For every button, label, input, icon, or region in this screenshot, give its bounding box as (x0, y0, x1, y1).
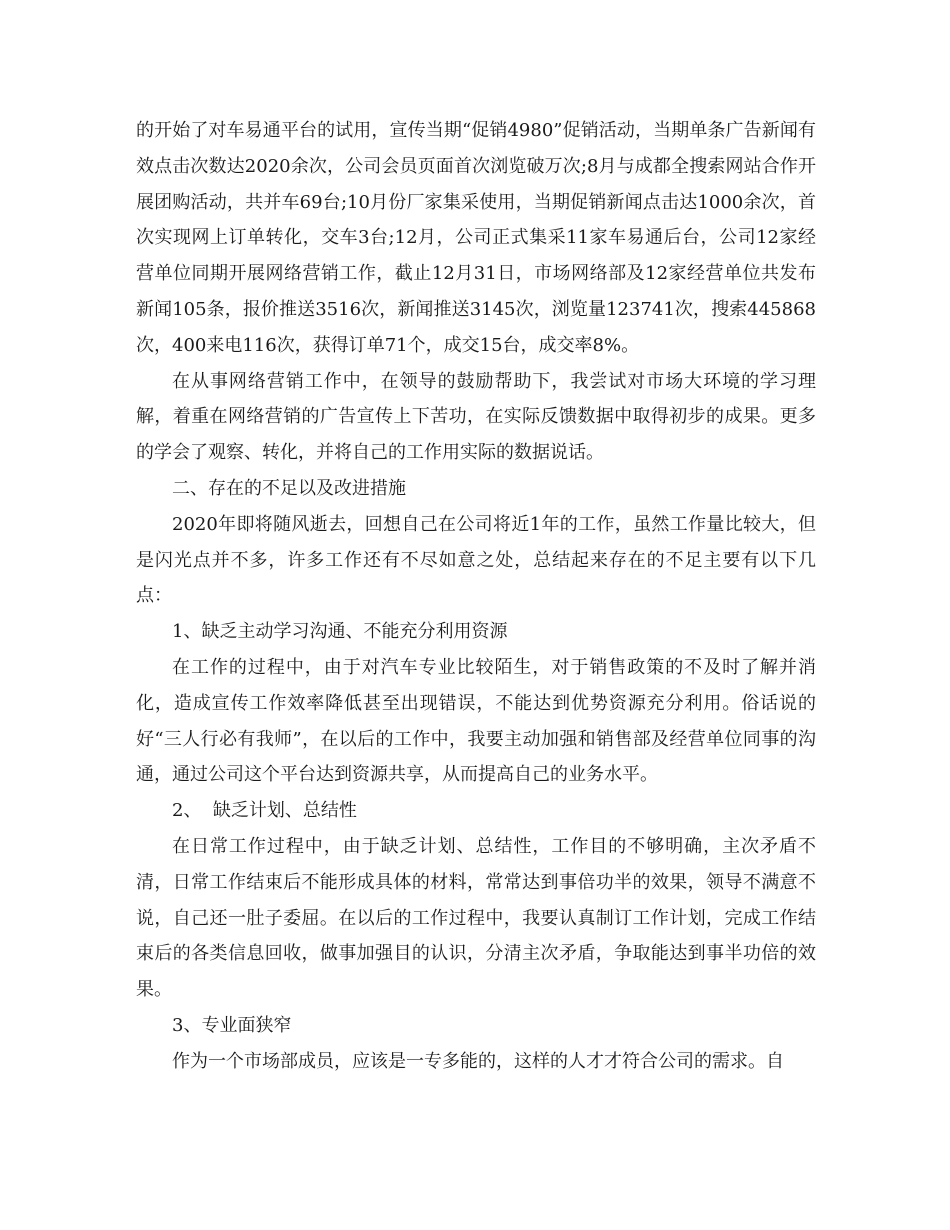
section-heading-shortcomings: 二、存在的不足以及改进措施 (172, 477, 406, 499)
subheading-lack-communication: 1、缺乏主动学习沟通、不能充分利用资源 (172, 621, 508, 643)
paragraph-shortcomings-intro: 2020年即将随风逝去，回想自己在公司将近1年的工作，虽然工作量比较大，但是闪光点并不多，许多工作还有不尽如意之处，总结起来存在的不足主要有以下几点： (136, 513, 816, 607)
document-body (136, 113, 816, 1080)
paragraph-network-marketing-summary: 在从事网络营销工作中，在领导的鼓励帮助下，我尝试对市场大环境的学习理解，着重在网络营销的广告宣传上下苦功，在实际反馈数据中取得初步的成果。更多的学会了观察、转化，并将自己的工作用实际的数据说话。 (136, 370, 816, 464)
paragraph-lack-communication: 在工作的过程中，由于对汽车专业比较陌生，对于销售政策的不及时了解并消化，造成宣传工作效率降低甚至出现错误，不能达到优势资源充分利用。俗话说的好“三人行必有我师”，在以后的工作中，我要主动加强和销售部及经营单位同事的沟通，通过公司这个平台达到资源共享，从而提高自己的业务水平。 (136, 656, 816, 786)
subheading-lack-planning: 2、 缺乏计划、总结性 (172, 800, 357, 822)
subheading-narrow-expertise: 3、专业面狭窄 (172, 1014, 292, 1036)
paragraph-lack-planning: 在日常工作过程中，由于缺乏计划、总结性，工作目的不够明确，主次矛盾不清，日常工作结束后不能形成具体的材料，常常达到事倍功半的效果，领导不满意不说，自己还一肚子委屈。在以后的工作过程中，我要认真制订工作计划，完成工作结束后的各类信息回收，做事加强目的认识，分清主次矛盾，争取能达到事半功倍的效果。 (136, 835, 816, 1001)
paragraph-results-continuation: 的开始了对车易通平台的试用，宣传当期“促销4980”促销活动，当期单条广告新闻有效点击次数达2020余次，公司会员页面首次浏览破万次;8月与成都全搜索网站合作开展团购活动，共并车69台;10月份厂家集采使用，当期促销新闻点击达1000余次，首次实现网上订单转化，交车3台;12月，公司正式集采11家车易通后台，公司12家经营单位同期开展网络营销工作，截止12月31日，市场网络部及12家经营单位共发布新闻105条，报价推送3516次，新闻推送3145次，浏览量123741次，搜索445868次，400来电116次，获得订单71个，成交15台，成交率8%。 (136, 120, 816, 356)
paragraph-narrow-expertise: 作为一个市场部成员，应该是一专多能的，这样的人才才符合公司的需求。自 (172, 1050, 784, 1072)
